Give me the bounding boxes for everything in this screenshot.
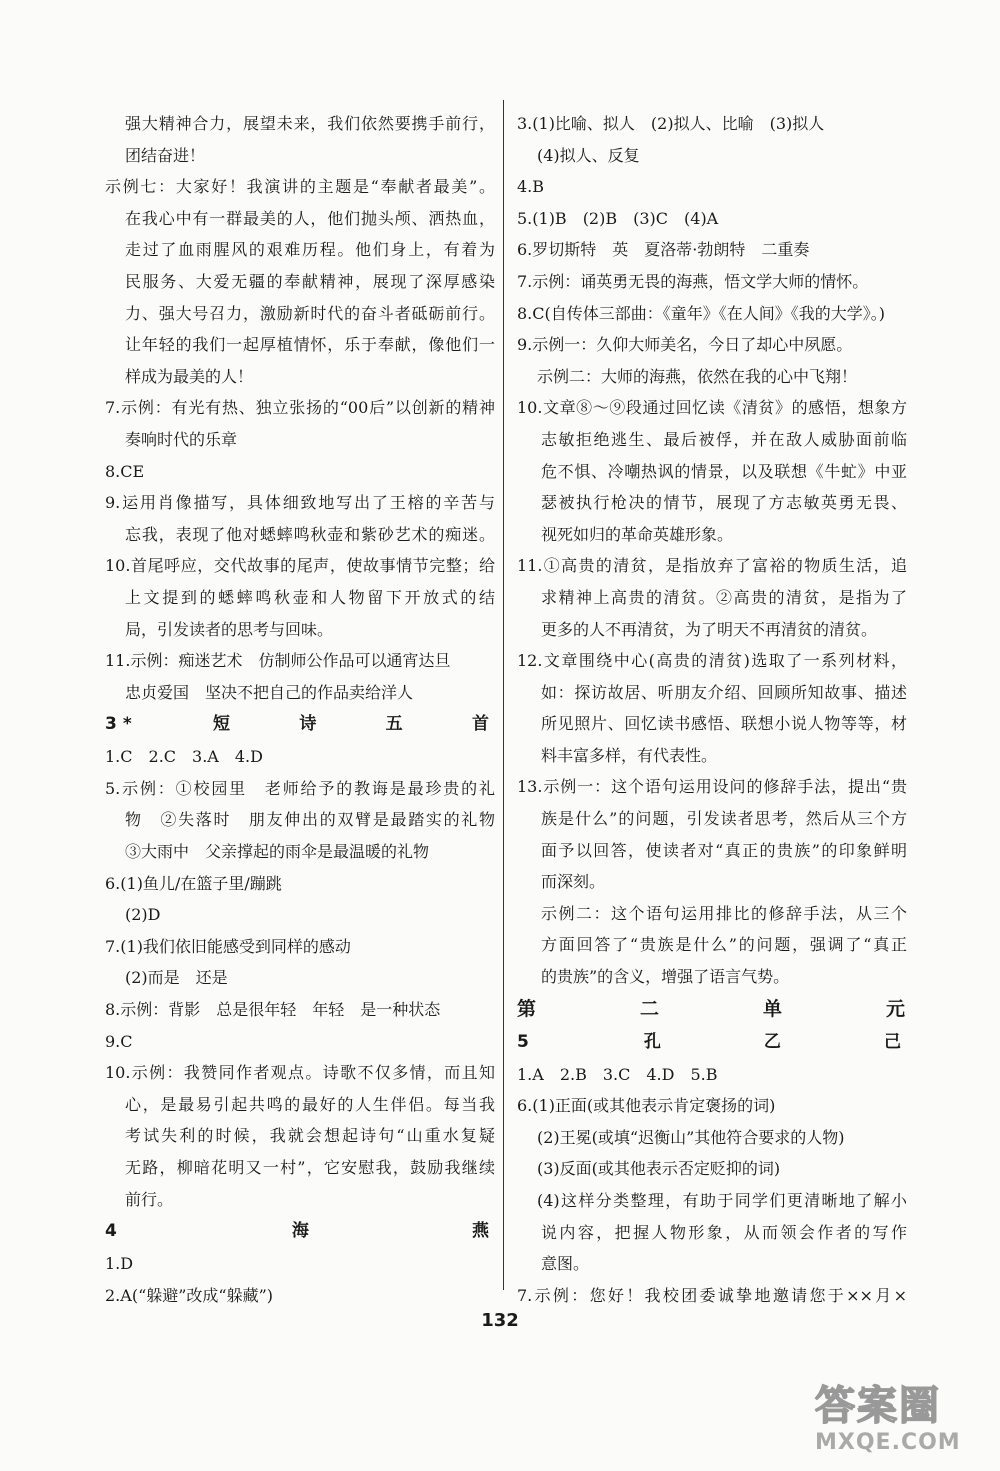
text-line: 6.罗切斯特 英 夏洛蒂·勃朗特 二重奏 xyxy=(517,240,810,260)
text-line: 忠贞爱国 坚决不把自己的作品卖给洋人 xyxy=(125,682,414,702)
text-line: 所见照片、回忆读书感悟、联想小说人物等等，材 xyxy=(541,714,907,734)
text-line: 9.运用肖像描写，具体细致地写出了王榕的辛苦与 xyxy=(105,493,495,513)
text-line: (4)拟人、反复 xyxy=(537,145,640,165)
text-line: 8.CE xyxy=(105,461,145,481)
text-line: 示例二：这个语句运用排比的修辞手法，从三个 xyxy=(541,903,907,923)
watermark-logo: 答案圈 xyxy=(815,1383,941,1429)
text-line: 面予以回答，使读者对“真正的贵族”的印象鲜明 xyxy=(541,840,907,860)
text-line: 团结奋进！ xyxy=(125,145,206,165)
text-line: 9.C xyxy=(105,1031,133,1051)
text-line: 视死如归的革命英雄形象。 xyxy=(541,524,734,544)
text-line: 6.(1)正面(或其他表示肯定褒扬的词) xyxy=(517,1096,776,1116)
text-line: 8.C(自传体三部曲：《童年》《在人间》《我的大学》。) xyxy=(517,303,885,323)
section-heading: 5 孔乙己 xyxy=(517,1031,907,1052)
text-line: 样成为最美的人！ xyxy=(125,366,254,386)
text-line: 强大精神合力，展望未来，我们依然要携手前行， xyxy=(125,114,495,133)
text-line: 料丰富多样，有代表性。 xyxy=(541,745,718,765)
text-line: 示例二：大师的海燕，依然在我的心中飞翔！ xyxy=(537,366,858,386)
text-line: 10.示例：我赞同作者观点。诗歌不仅多情，而且知 xyxy=(105,1063,495,1083)
text-line: 11.①高贵的清贫，是指放弃了富裕的物质生活，追 xyxy=(517,556,907,576)
watermark-url: MXQE.COM xyxy=(815,1430,961,1455)
section-heading: 第二单元 xyxy=(517,997,907,1020)
text-line: (3)反面(或其他表示否定贬抑的词) xyxy=(537,1159,781,1179)
text-line: 局，引发读者的思考与回味。 xyxy=(125,619,334,639)
text-line: ③大雨中 父亲撑起的雨伞是最温暖的礼物 xyxy=(125,842,430,862)
text-line: 13.示例一：这个语句运用设问的修辞手法，提出“贵 xyxy=(517,777,907,797)
text-line: 奏响时代的乐章 xyxy=(125,429,238,449)
text-line: 前行。 xyxy=(125,1189,174,1209)
text-line: 10.文章⑧～⑨段通过回忆读《清贫》的感悟，想象方 xyxy=(517,398,907,418)
text-line: (4)这样分类整理，有助于同学们更清晰地了解小 xyxy=(537,1191,907,1210)
text-line: 9.示例一：久仰大师美名，今日了却心中夙愿。 xyxy=(517,335,853,355)
text-line: 力、强大号召力，激励新时代的奋斗者砥砺前行。 xyxy=(125,303,495,323)
text-line: 5.(1)B (2)B (3)C (4)A xyxy=(517,208,719,228)
text-line: 更多的人不再清贫，为了明天不再清贫的清贫。 xyxy=(541,619,878,639)
right-column xyxy=(517,108,907,1311)
text-line: 意图。 xyxy=(541,1254,590,1274)
left-column xyxy=(105,108,495,1311)
text-line: (2)D xyxy=(125,905,161,925)
text-line: 7.示例：有光有热、独立张扬的“00后”以创新的精神 xyxy=(105,398,495,418)
text-line: 5.示例：①校园里 老师给予的教诲是最珍贵的礼 xyxy=(105,778,495,798)
text-line: 的贵族”的含义，增强了语言气势。 xyxy=(541,967,790,987)
text-line: 12.文章围绕中心(高贵的清贫)选取了一系列材料， xyxy=(517,651,907,671)
text-line: 7.示例：诵英勇无畏的海燕，悟文学大师的情怀。 xyxy=(517,271,869,291)
watermark xyxy=(815,1382,985,1464)
text-line: 11.示例：痴迷艺术 仿制师公作品可以通宵达旦 xyxy=(105,651,451,671)
text-line: 忘我，表现了他对蟋蟀鸣秋壶和紫砂艺术的痴迷。 xyxy=(125,524,495,544)
text-line: (2)而是 还是 xyxy=(125,968,228,988)
text-line: 3.(1)比喻、拟人 (2)拟人、比喻 (3)拟人 xyxy=(517,114,825,133)
text-line: 瑟被执行枪决的情节，展现了方志敏英勇无畏、 xyxy=(541,493,907,513)
text-line: 1.D xyxy=(105,1254,134,1274)
text-line: 而深刻。 xyxy=(541,872,606,892)
text-line: (2)王冕(或填“迟衡山”其他符合要求的人物) xyxy=(537,1127,845,1147)
text-line: 1.C 2.C 3.A 4.D xyxy=(105,747,263,767)
text-line: 如：探访故居、听朋友介绍、回顾所知故事、描述 xyxy=(541,682,907,702)
text-line: 2.A(“躲避”改成“躲藏”) xyxy=(105,1285,274,1305)
text-line: 在我心中有一群最美的人，他们抛头颅、洒热血， xyxy=(125,208,495,228)
text-line: 族是什么”的问题，引发读者思考，然后从三个方 xyxy=(541,809,907,829)
text-line: 心，是最易引起共鸣的最好的人生伴侣。每当我 xyxy=(125,1094,495,1114)
text-line: 危不惧、冷嘲热讽的情景，以及联想《牛虻》中亚 xyxy=(541,461,907,481)
column-divider xyxy=(503,100,504,1290)
text-line: 1.A 2.B 3.C 4.D 5.B xyxy=(517,1064,718,1084)
text-line: 物 ②失落时 朋友伸出的双臂是最踏实的礼物 xyxy=(125,810,495,830)
text-line: 上文提到的蟋蟀鸣秋壶和人物留下开放式的结 xyxy=(125,587,495,607)
text-line: 8.示例：背影 总是很年轻 年轻 是一种状态 xyxy=(105,1000,441,1020)
section-heading: 4 海燕 xyxy=(105,1221,495,1242)
text-line: 7.(1)我们依旧能感受到同样的感动 xyxy=(105,936,351,956)
text-line: 考试失利的时候，我就会想起诗句“山重水复疑 xyxy=(125,1126,495,1146)
text-line: 无路，柳暗花明又一村”，它安慰我，鼓励我继续 xyxy=(125,1158,495,1177)
text-line: 4.B xyxy=(517,177,545,197)
text-line: 6.(1)鱼儿/在篮子里/蹦跳 xyxy=(105,873,282,893)
text-line: 民服务、大爱无疆的奉献精神，展现了深厚感染 xyxy=(125,271,495,291)
text-line: 示例七：大家好！我演讲的主题是“奉献者最美”。 xyxy=(105,177,495,197)
text-line: 志敏拒绝逃生、最后被俘，并在敌人威胁面前临 xyxy=(541,429,907,449)
text-line: 求精神上高贵的清贫。②高贵的清贫，是指为了 xyxy=(541,587,907,607)
text-line: 让年轻的我们一起厚植情怀，乐于奉献，像他们一 xyxy=(125,335,495,355)
text-line: 方面回答了“贵族是什么”的问题，强调了“真正 xyxy=(541,935,907,955)
text-line: 走过了血雨腥风的艰难历程。他们身上，有着为 xyxy=(125,240,495,260)
text-line: 7.示例：您好！我校团委诚挚地邀请您于××月× xyxy=(517,1285,907,1305)
text-line: 10.首尾呼应，交代故事的尾声，使故事情节完整；给 xyxy=(105,556,495,576)
section-heading: 3* 短诗五首 xyxy=(105,714,495,735)
text-line: 说内容，把握人物形象，从而领会作者的写作 xyxy=(541,1222,907,1242)
page-number: 132 xyxy=(481,1310,519,1331)
